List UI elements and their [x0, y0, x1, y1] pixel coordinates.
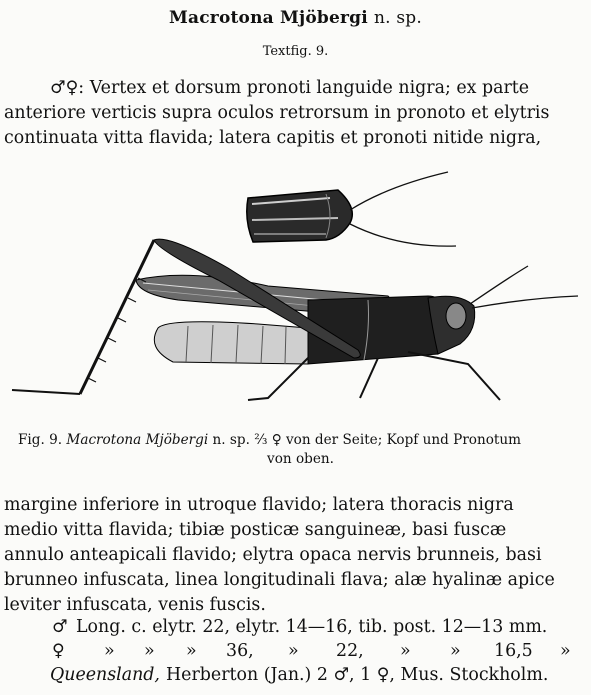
- ditto-mark: »: [560, 641, 571, 661]
- ditto-mark: »: [104, 641, 115, 661]
- female-length: 36,: [226, 641, 254, 661]
- figure-caption: [18, 431, 583, 469]
- caption-text: n. sp. ⅔ ♀ von der Seite; Kopf und Pronotum: [212, 432, 522, 448]
- text-line: anteriore verticis supra oculos retrorsum in pronoto et elytris: [4, 103, 550, 123]
- caption-text-line2: von oben.: [267, 451, 334, 467]
- grasshopper-illustration: [8, 168, 586, 418]
- female-elytra: 22,: [336, 641, 364, 661]
- male-symbol: ♂: [52, 617, 68, 637]
- male-measurement-text: Long. c. elytr. 22, elytr. 14—16, tib. post. 12—13 mm.: [76, 617, 548, 637]
- description-paragraph-2: [4, 493, 589, 618]
- ditto-mark: »: [186, 641, 197, 661]
- ditto-mark: »: [144, 641, 155, 661]
- caption-species: Macrotona Mjöbergi: [66, 432, 209, 448]
- grasshopper-lateral-view: [12, 239, 578, 400]
- text-line: brunneo infuscata, linea longitudinali flava; alæ hyalinæ apice: [4, 570, 555, 590]
- ditto-mark: »: [400, 641, 411, 661]
- description-paragraph-1: [4, 76, 590, 151]
- ditto-mark: »: [450, 641, 461, 661]
- female-tibia: 16,5: [494, 641, 533, 661]
- locality-place: Queensland,: [50, 665, 160, 685]
- species-status: n. sp.: [374, 8, 422, 28]
- ditto-mark: »: [288, 641, 299, 661]
- text-line: continuata vitta flavida; latera capitis et pronoti nitide nigra,: [4, 128, 542, 148]
- text-line: medio vitta flavida; tibiæ posticæ sanguineæ, basi fuscæ: [4, 520, 507, 540]
- locality-details: Herberton (Jan.) 2 ♂, 1 ♀, Mus. Stockholm.: [166, 665, 549, 685]
- text-line: leviter infuscata, venis fuscis.: [4, 595, 266, 615]
- text-line: annulo anteapicali flavido; elytra opaca nervis brunneis, basi: [4, 545, 542, 565]
- figure-reference: Textfig. 9.: [262, 44, 329, 59]
- pronotum-dorsal-view: [247, 172, 456, 246]
- species-name: Macrotona Mjöbergi: [169, 8, 368, 28]
- text-line: margine inferiore in utroque flavido; latera thoracis nigra: [4, 495, 514, 515]
- text-line: ♂♀: Vertex et dorsum pronoti languide nigra; ex parte: [50, 78, 530, 98]
- species-title: [0, 8, 591, 28]
- female-symbol: ♀: [52, 641, 65, 661]
- caption-figure-number: Fig. 9.: [18, 432, 63, 448]
